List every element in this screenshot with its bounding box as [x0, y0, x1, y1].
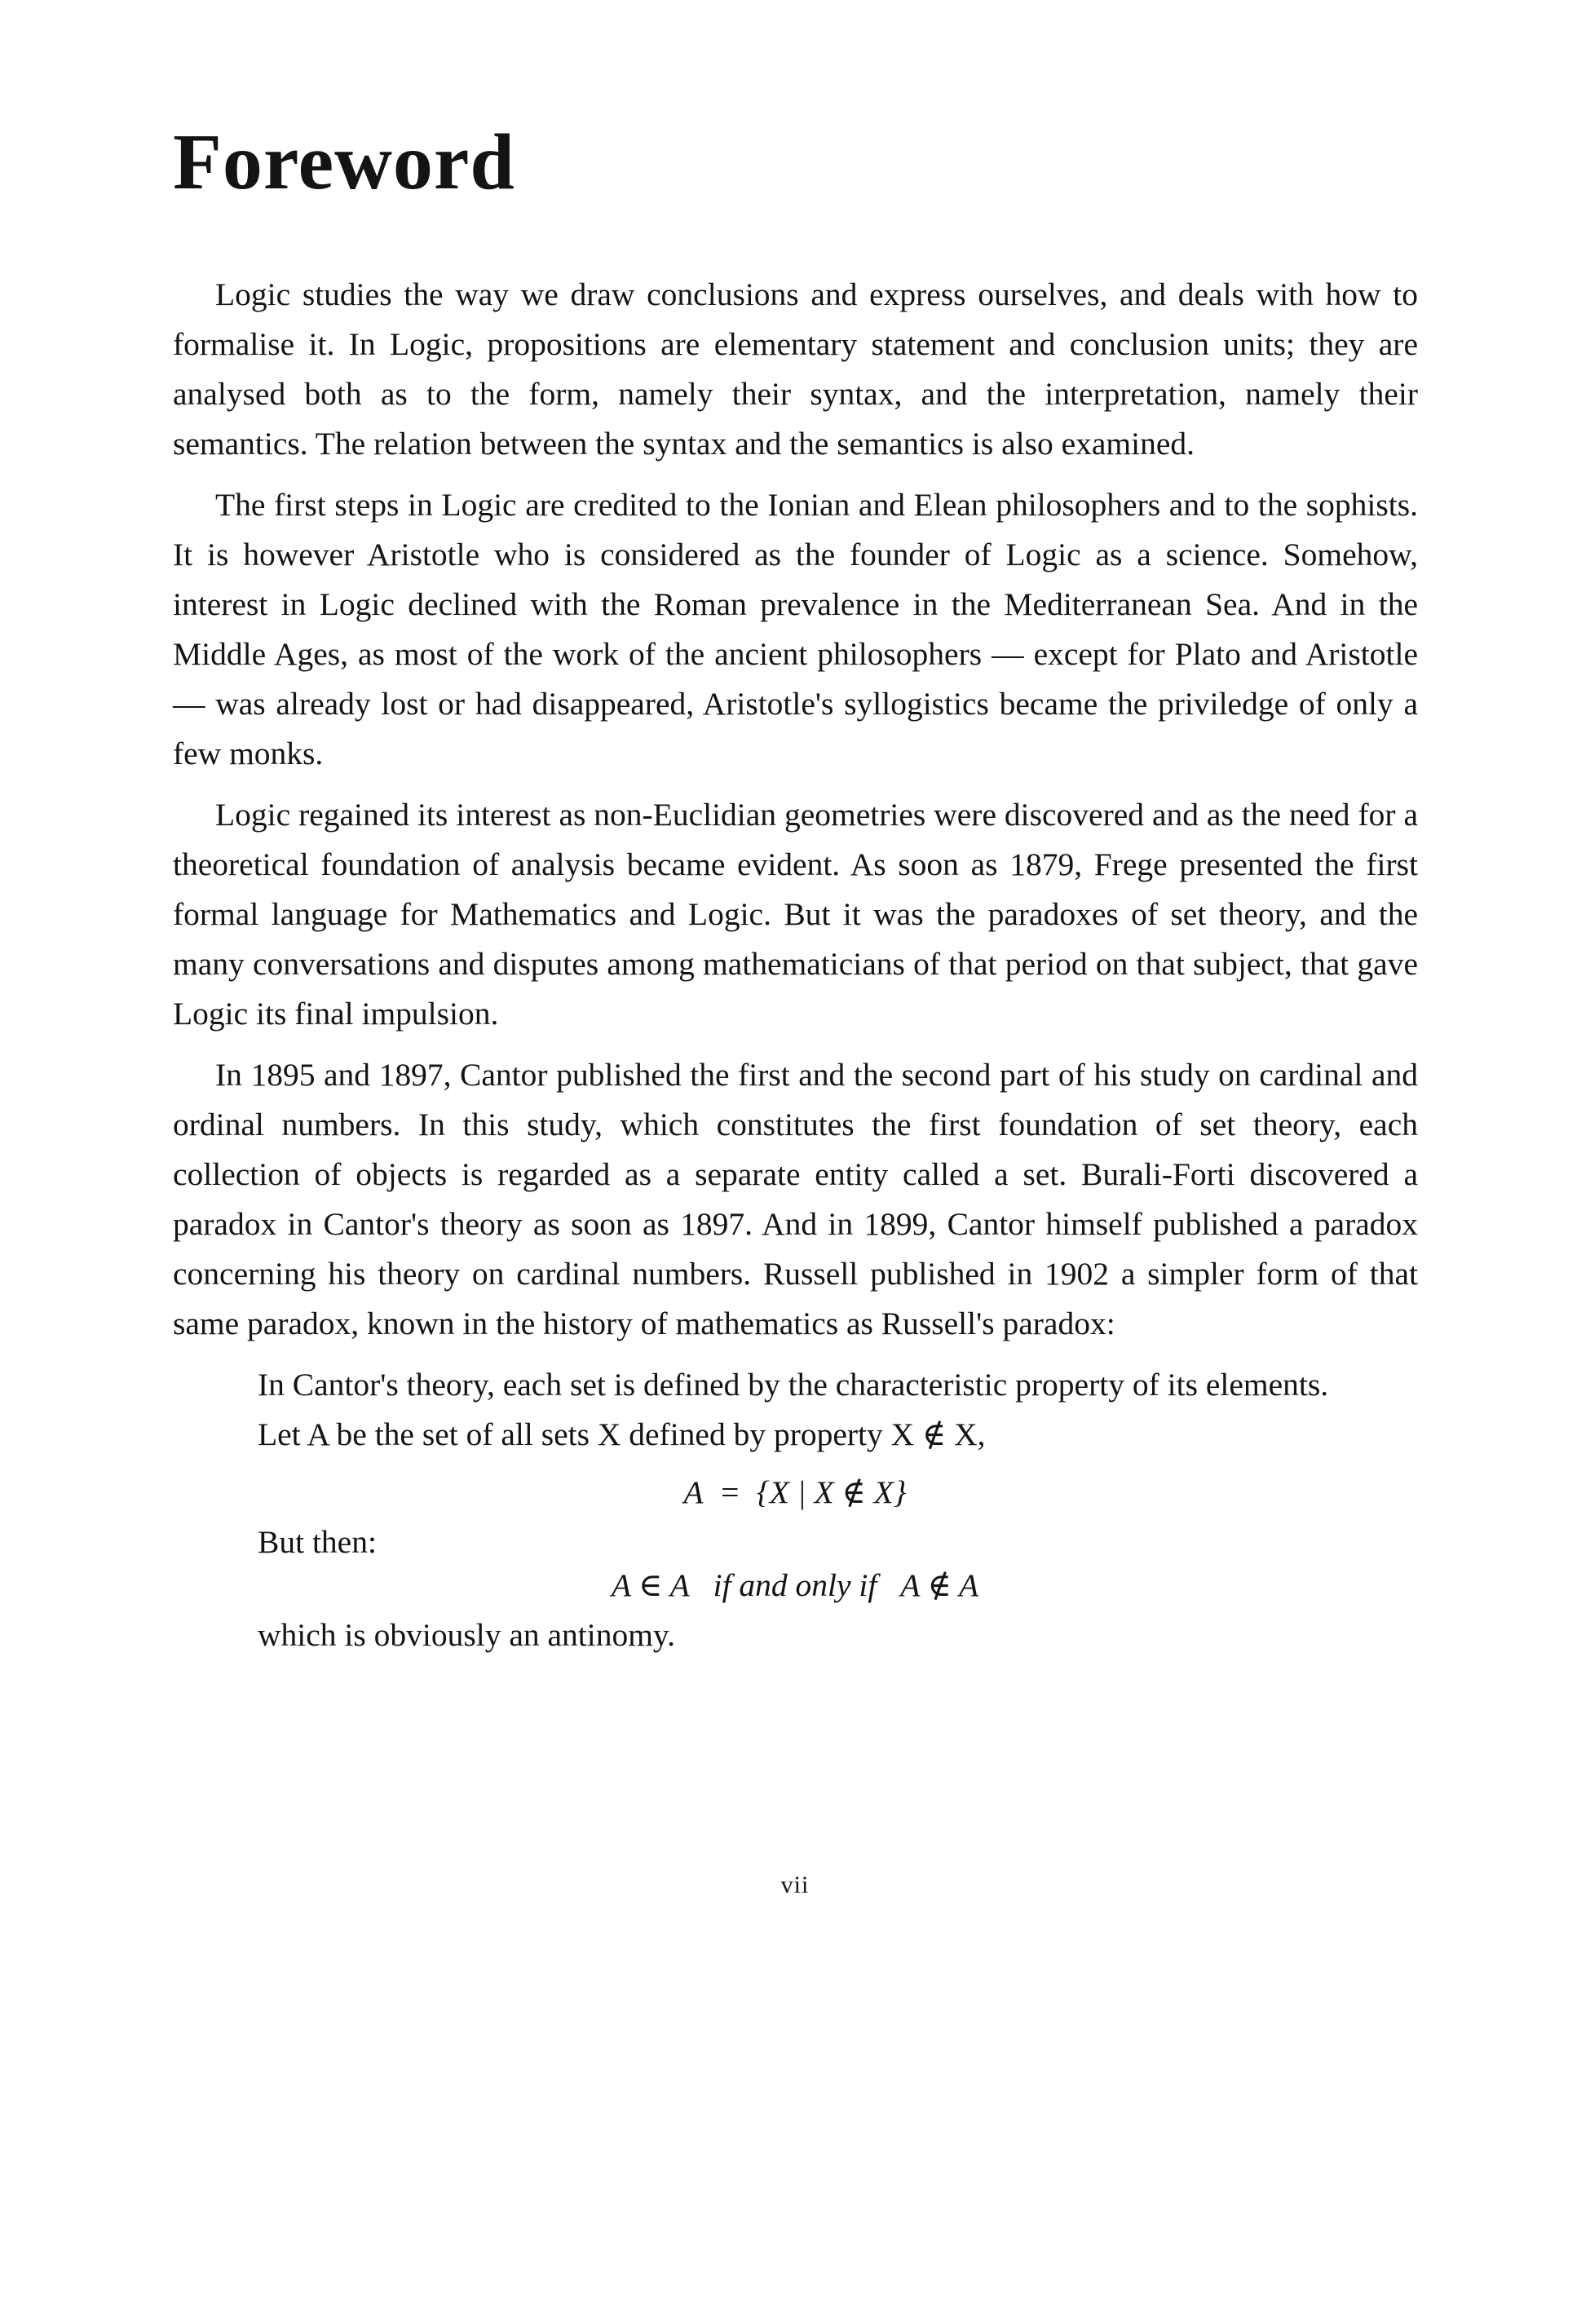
- quote-conclusion: which is obviously an antinomy.: [258, 1617, 675, 1653]
- paragraph-3: Logic regained its interest as non-Euclidian geometries were discovered and as the need for a theoretical foundation of analysis became evident. As soon as 1879, Frege presented the first formal language for Mathematics and Logic. But it was the paradoxes of set theory, and the many conversations and disputes among mathematicians of that period on that subject, that gave Logic its final impulsion.: [173, 797, 1418, 1032]
- page-title: Foreword: [173, 118, 515, 206]
- russell-paradox-quote: [258, 1360, 1332, 1660]
- page-number: vii: [780, 1871, 810, 1898]
- quote-definition: In Cantor's theory, each set is defined by the characteristic property of its elements. Let A be the set of all sets X defined by property X ∉ X,: [258, 1367, 1329, 1452]
- foreword-body: [173, 270, 1418, 1660]
- formula-antinomy: A ∈ A if and only if A ∉ A: [611, 1567, 979, 1603]
- quote-but-then: But then:: [258, 1524, 377, 1560]
- paragraph-2: The first steps in Logic are credited to the Ionian and Elean philosophers and to the sophists. It is however Aristotle who is considered as the founder of Logic as a science. Somehow, interest in Logic declined with the Roman prevalence in the Mediterranean Sea. And in the Middle Ages, as most of the work of the ancient philosophers — except for Plato and Aristotle — was already lost or had disappeared, Aristotle's syllogistics became the priviledge of only a few monks.: [173, 487, 1418, 771]
- paragraph-4: In 1895 and 1897, Cantor published the first and the second part of his study on cardinal and ordinal numbers. In this study, which constitutes the first foundation of set theory, each collection of objects is regarded as a separate entity called a set. Burali-Forti discovered a paradox in Cantor's theory as soon as 1897. And in 1899, Cantor himself published a paradox concerning his theory on cardinal numbers. Russell published in 1902 a simpler form of that same paradox, known in the history of mathematics as Russell's paradox:: [173, 1057, 1418, 1341]
- formula-set-definition: A = {X | X ∉ X}: [683, 1474, 907, 1510]
- paragraph-1: Logic studies the way we draw conclusions and express ourselves, and deals with how to formalise it. In Logic, propositions are elementary statement and conclusion units; they are analysed both as to the form, namely their syntax, and the interpretation, namely their semantics. The relation between the syntax and the semantics is also examined.: [173, 276, 1418, 462]
